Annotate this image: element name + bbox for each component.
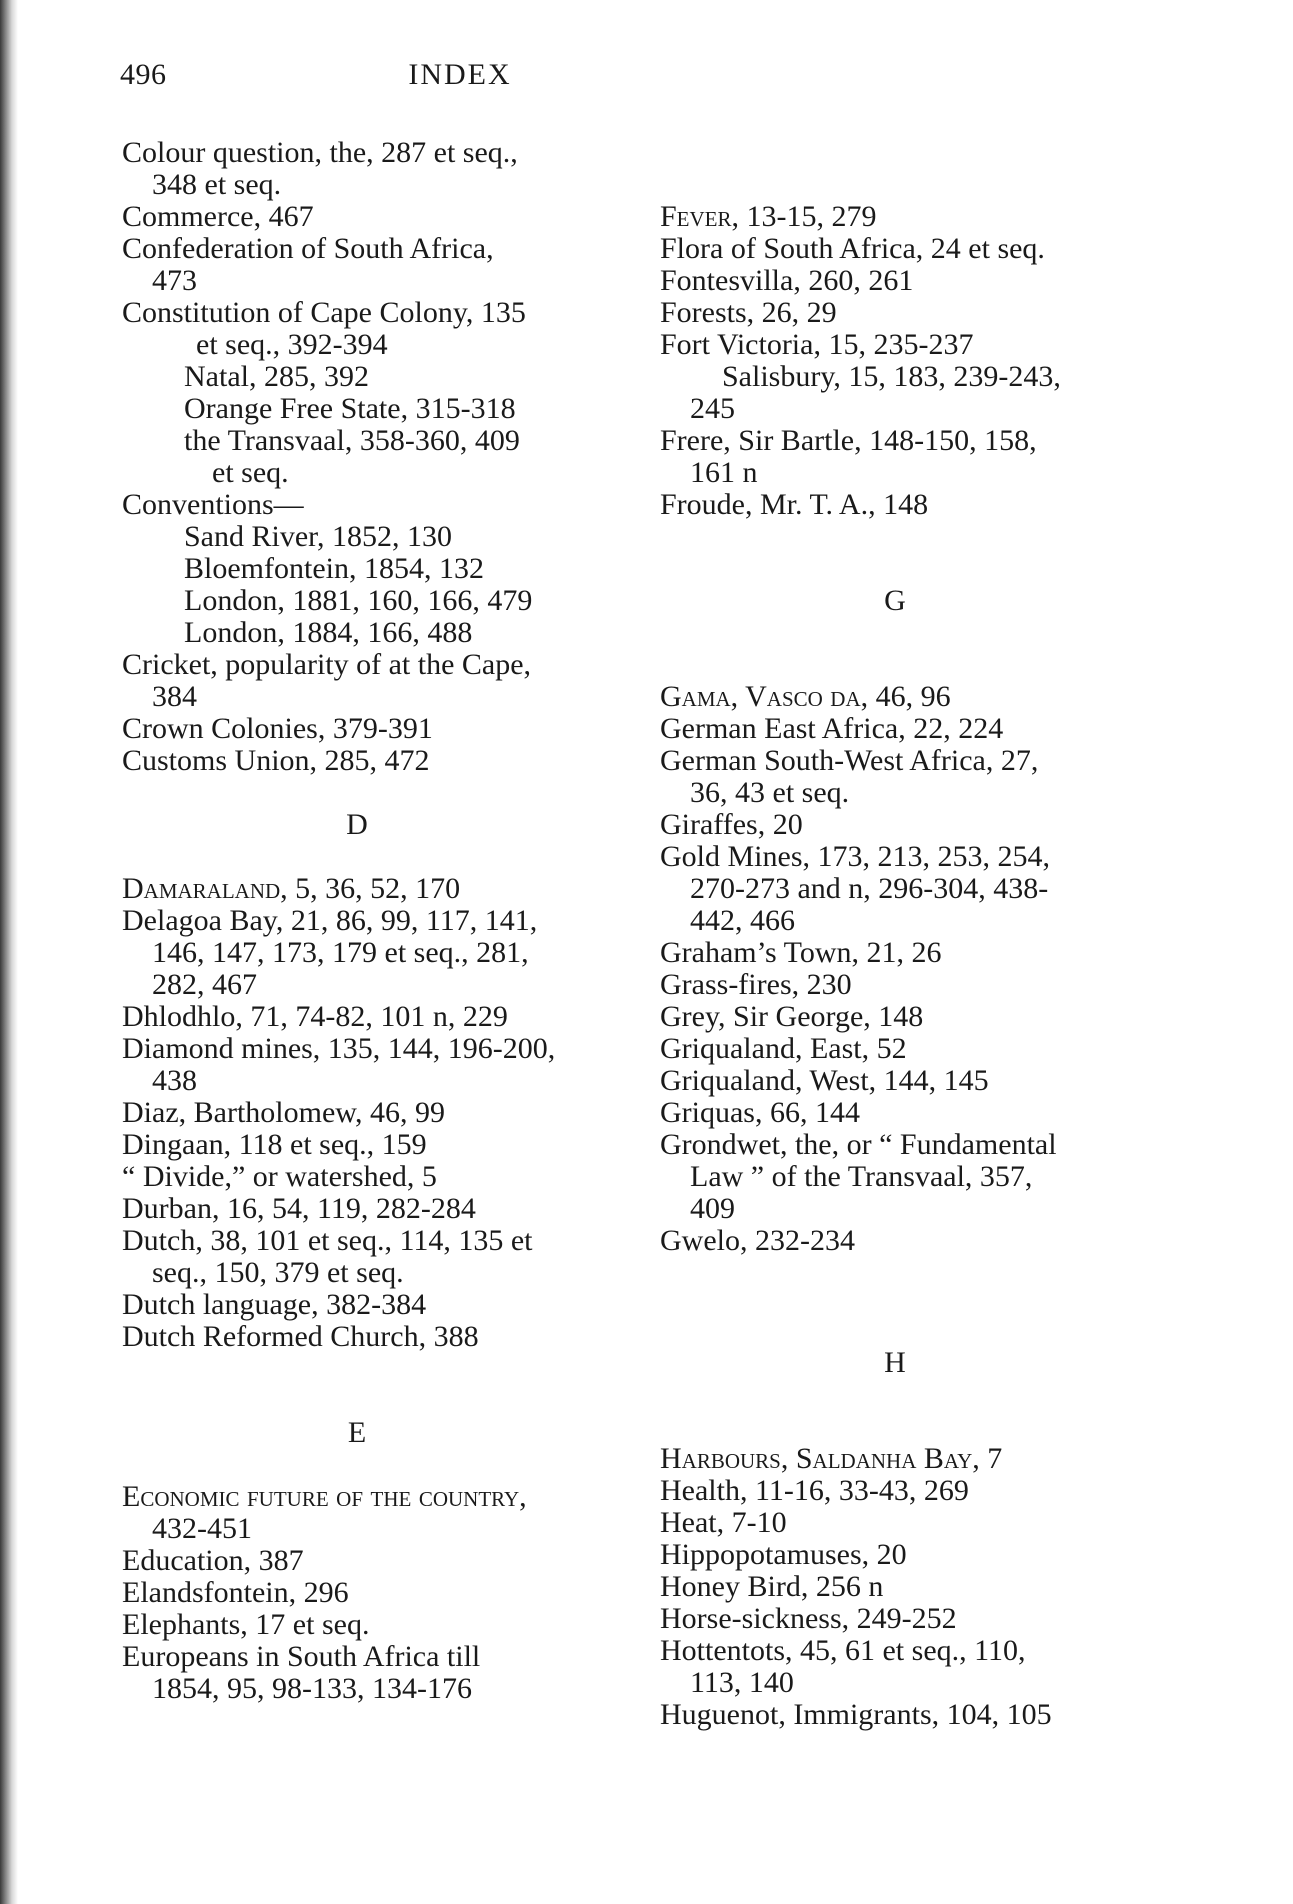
index-entry xyxy=(122,489,622,649)
index-entry xyxy=(660,1129,1160,1225)
index-entry xyxy=(660,1507,1160,1539)
entry-continuation: 282, 467 xyxy=(152,968,257,1001)
entry-text: Dutch Reformed Church, 388 xyxy=(122,1320,479,1353)
index-entry xyxy=(660,1539,1160,1571)
entry-text: Damaraland, 5, 36, 52, 170 xyxy=(122,872,461,905)
page-header xyxy=(120,58,1200,98)
entry-text: Crown Colonies, 379-391 xyxy=(122,712,433,745)
index-entry xyxy=(122,713,622,745)
index-entry xyxy=(660,937,1160,969)
entry-text: Confederation of South Africa, xyxy=(122,232,494,265)
entry-text: Hippopotamuses, 20 xyxy=(660,1538,907,1571)
spacer xyxy=(660,1379,1160,1443)
index-entry xyxy=(660,809,1160,841)
index-entry xyxy=(660,713,1160,745)
entry-text: Grass-fires, 230 xyxy=(660,968,852,1001)
entry-text: Dhlodhlo, 71, 74-82, 101 n, 229 xyxy=(122,1000,508,1033)
index-entry xyxy=(122,1641,622,1705)
subentry: Bloemfontein, 1854, 132 xyxy=(184,552,484,585)
index-entry xyxy=(660,233,1160,265)
entry-text: Dutch, 38, 101 et seq., 114, 135 et xyxy=(122,1224,533,1257)
index-entry xyxy=(122,1097,622,1129)
spacer xyxy=(660,521,1160,585)
index-entry xyxy=(122,905,622,1001)
index-entry xyxy=(122,1481,622,1545)
page-number: 496 xyxy=(120,58,167,91)
index-entry xyxy=(660,1033,1160,1065)
entry-text: Frere, Sir Bartle, 148-150, 158, xyxy=(660,424,1037,457)
subentry: Orange Free State, 315-318 xyxy=(184,392,516,425)
entry-continuation: 409 xyxy=(690,1192,735,1225)
spacer xyxy=(122,1353,622,1417)
entry-continuation: 473 xyxy=(152,264,197,297)
entry-text: “ Divide,” or watershed, 5 xyxy=(122,1160,437,1193)
spacer xyxy=(660,137,1160,201)
spacer xyxy=(660,1257,1160,1347)
index-entry xyxy=(660,1699,1160,1731)
entry-text: Grondwet, the, or “ Fundamental xyxy=(660,1128,1057,1161)
entry-text: Forests, 26, 29 xyxy=(660,296,837,329)
entry-text: Conventions— xyxy=(122,488,304,521)
entry-continuation: Law ” of the Transvaal, 357, xyxy=(690,1160,1033,1193)
entry-text: Colour question, the, 287 et seq., xyxy=(122,136,518,169)
entry-text: Giraffes, 20 xyxy=(660,808,803,841)
entry-text: Gwelo, 232-234 xyxy=(660,1224,855,1257)
index-column-left xyxy=(122,137,622,1705)
subentry: London, 1881, 160, 166, 479 xyxy=(184,584,533,617)
subentry: Sand River, 1852, 130 xyxy=(184,520,452,553)
entry-text: Froude, Mr. T. A., 148 xyxy=(660,488,929,521)
entry-text: Europeans in South Africa till xyxy=(122,1640,481,1673)
index-entry xyxy=(660,1065,1160,1097)
entry-text: Grey, Sir George, 148 xyxy=(660,1000,924,1033)
index-entry xyxy=(660,1571,1160,1603)
entry-text: Harbours, Saldanha Bay, 7 xyxy=(660,1442,1003,1475)
index-entry xyxy=(122,1129,622,1161)
entry-continuation: et seq., 392-394 xyxy=(196,328,388,361)
index-entry xyxy=(660,1603,1160,1635)
subentry: Salisbury, 15, 183, 239-243, xyxy=(722,360,1061,393)
entry-continuation: 348 et seq. xyxy=(152,168,282,201)
entry-text: Fever, 13-15, 279 xyxy=(660,200,877,233)
index-entry xyxy=(660,1225,1160,1257)
index-entry xyxy=(660,1097,1160,1129)
subentry: Natal, 285, 392 xyxy=(184,360,369,393)
index-entry xyxy=(122,649,622,713)
entry-text: Horse-sickness, 249-252 xyxy=(660,1602,957,1635)
entry-continuation: 1854, 95, 98-133, 134-176 xyxy=(152,1672,472,1705)
entry-text: Graham’s Town, 21, 26 xyxy=(660,936,942,969)
index-entry xyxy=(122,1193,622,1225)
index-entry xyxy=(660,841,1160,937)
index-entry xyxy=(122,1545,622,1577)
index-entry xyxy=(122,1033,622,1097)
entry-text: Elandsfontein, 296 xyxy=(122,1576,349,1609)
section-letter-e: E xyxy=(347,1416,367,1449)
index-entry xyxy=(122,1001,622,1033)
entry-continuation: 36, 43 et seq. xyxy=(690,776,850,809)
entry-text: Hottentots, 45, 61 et seq., 110, xyxy=(660,1634,1026,1667)
spacer xyxy=(660,617,1160,681)
index-entry xyxy=(122,1161,622,1193)
subentry: the Transvaal, 358-360, 409 xyxy=(184,424,520,457)
index-entry xyxy=(660,681,1160,713)
index-entry xyxy=(660,425,1160,489)
entry-continuation: seq., 150, 379 et seq. xyxy=(152,1256,404,1289)
entry-text: Durban, 16, 54, 119, 282-284 xyxy=(122,1192,476,1225)
entry-text: Cricket, popularity of at the Cape, xyxy=(122,648,532,681)
entry-text: Dingaan, 118 et seq., 159 xyxy=(122,1128,427,1161)
entry-continuation: 113, 140 xyxy=(690,1666,794,1699)
index-entry xyxy=(122,297,622,489)
entry-text: Elephants, 17 et seq. xyxy=(122,1608,370,1641)
index-entry xyxy=(122,1577,622,1609)
index-entry xyxy=(660,1475,1160,1507)
entry-continuation: 245 xyxy=(690,392,735,425)
index-entry xyxy=(122,233,622,297)
index-entry xyxy=(122,201,622,233)
section-letter-h: H xyxy=(884,1346,906,1379)
running-head: INDEX xyxy=(408,58,512,91)
entry-text: Customs Union, 285, 472 xyxy=(122,744,430,777)
section-letter-g: G xyxy=(884,584,906,617)
index-entry xyxy=(660,1443,1160,1475)
entry-text: Education, 387 xyxy=(122,1544,304,1577)
spacer xyxy=(122,841,622,873)
index-entry xyxy=(660,745,1160,809)
entry-continuation: 384 xyxy=(152,680,197,713)
index-entry xyxy=(122,1609,622,1641)
entry-text: Diamond mines, 135, 144, 196-200, xyxy=(122,1032,556,1065)
index-entry xyxy=(660,1635,1160,1699)
index-column-right xyxy=(660,137,1160,1731)
spacer xyxy=(122,777,622,809)
index-entry xyxy=(122,1289,622,1321)
entry-text: Fontesvilla, 260, 261 xyxy=(660,264,914,297)
index-entry xyxy=(122,1225,622,1289)
entry-text: Griquas, 66, 144 xyxy=(660,1096,860,1129)
entry-text: Economic future of the country, xyxy=(122,1480,527,1513)
entry-continuation: 270-273 and n, 296-304, 438- xyxy=(690,872,1049,905)
entry-text: Delagoa Bay, 21, 86, 99, 117, 141, xyxy=(122,904,538,937)
entry-text: German South-West Africa, 27, xyxy=(660,744,1039,777)
entry-continuation: 161 n xyxy=(690,456,758,489)
entry-continuation: 438 xyxy=(152,1064,197,1097)
entry-text: Honey Bird, 256 n xyxy=(660,1570,884,1603)
entry-text: Gama, Vasco da, 46, 96 xyxy=(660,680,951,713)
entry-text: Fort Victoria, 15, 235-237 xyxy=(660,328,974,361)
index-entry xyxy=(122,1321,622,1353)
index-entry xyxy=(660,969,1160,1001)
spacer xyxy=(122,1449,622,1481)
entry-text: Griqualand, East, 52 xyxy=(660,1032,907,1065)
index-entry xyxy=(122,137,622,201)
index-entry xyxy=(122,745,622,777)
index-entry xyxy=(122,873,622,905)
entry-text: Huguenot, Immigrants, 104, 105 xyxy=(660,1698,1052,1731)
index-entry xyxy=(660,297,1160,329)
subentry: London, 1884, 166, 488 xyxy=(184,616,473,649)
index-entry xyxy=(660,1001,1160,1033)
entry-text: Flora of South Africa, 24 et seq. xyxy=(660,232,1045,265)
index-entry xyxy=(660,265,1160,297)
entry-continuation: 442, 466 xyxy=(690,904,795,937)
index-entry xyxy=(660,489,1160,521)
book-spine-shadow xyxy=(0,0,18,1904)
entry-text: Health, 11-16, 33-43, 269 xyxy=(660,1474,969,1507)
entry-text: Dutch language, 382-384 xyxy=(122,1288,427,1321)
entry-text: Diaz, Bartholomew, 46, 99 xyxy=(122,1096,445,1129)
entry-text: Griqualand, West, 144, 145 xyxy=(660,1064,989,1097)
entry-continuation: 146, 147, 173, 179 et seq., 281, xyxy=(152,936,529,969)
entry-text: Commerce, 467 xyxy=(122,200,314,233)
entry-continuation: et seq. xyxy=(212,456,289,489)
entry-text: German East Africa, 22, 224 xyxy=(660,712,1004,745)
entry-text: Gold Mines, 173, 213, 253, 254, xyxy=(660,840,1050,873)
section-letter-d: D xyxy=(346,808,368,841)
entry-continuation: 432-451 xyxy=(152,1512,252,1545)
index-entry xyxy=(660,201,1160,233)
entry-text: Heat, 7-10 xyxy=(660,1506,787,1539)
index-entry xyxy=(660,329,1160,425)
entry-text: Constitution of Cape Colony, 135 xyxy=(122,296,526,329)
